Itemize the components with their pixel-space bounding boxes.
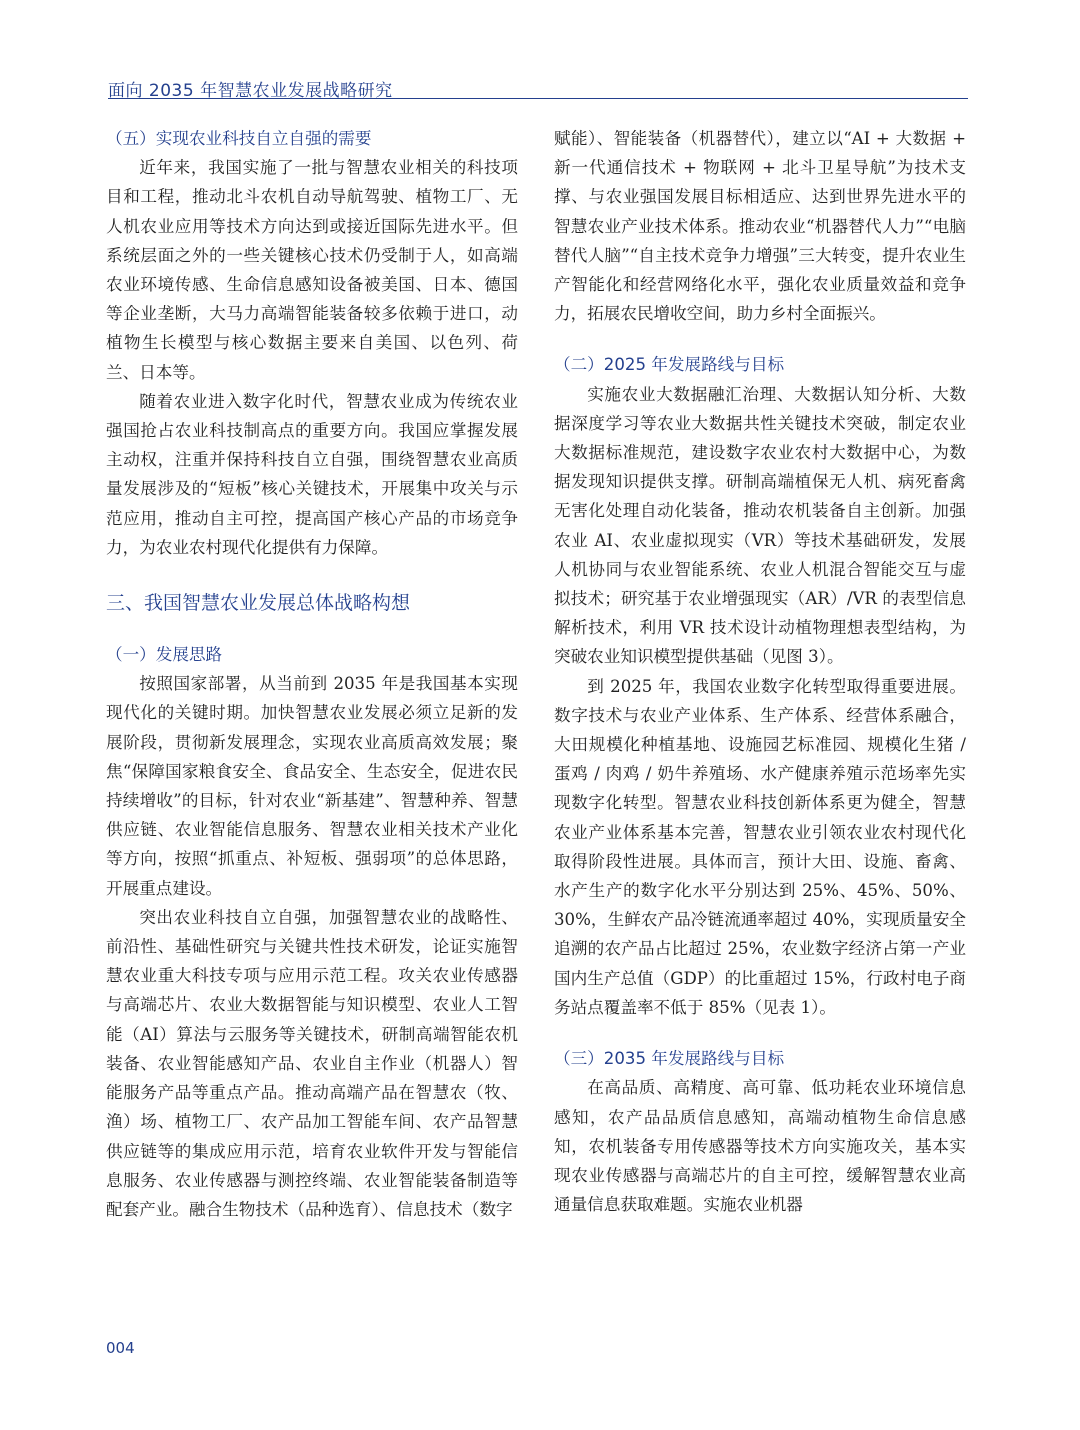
paragraph: 随着农业进入数字化时代，智慧农业成为传统农业强国抢占农业科技制高点的重要方向。我国应掌握发展主动权，注重并保持科技自立自强，围绕智慧农业高质量发展涉及的“短板”核心关键技术，开展集中攻关与示范应用，推动自主可控，提高国产核心产品的市场竞争力，为农业农村现代化提供有力保障。 bbox=[106, 391, 518, 557]
subsection-heading-5: （五）实现农业科技自立自强的需要 bbox=[106, 129, 372, 148]
paragraph: 到 2025 年，我国农业数字化转型取得重要进展。数字技术与农业产业体系、生产体系、经营体系融合，大田规模化种植基地、设施园艺标准园、规模化生猪 / 蛋鸡 / 肉鸡 / 奶牛养殖场、水产健康养殖示范场率先实现数字化转型。智慧农业科技创新体系更为健全，智慧农业产业体系基本完善，智慧农业引领农业农村现代化取得阶段性进展。具体而言，预计大田、设施、畜禽、水产生产的数字化水平分别达到 25%、45%、50%、30%，生鲜农产品冷链流通率超过 40%，实现质量安全追溯的农产品占比超过 25%，农业数字经济占第一产业国内生产总值（GDP）的比重超过 15%，行政村电子商务站点覆盖率不低于 85%（见表 1）。 bbox=[554, 676, 966, 1017]
subsection-heading-1: （一）发展思路 bbox=[106, 645, 223, 665]
subsection-heading-2: （二）2025 年发展路线与目标 bbox=[554, 355, 785, 375]
paragraph: 在高品质、高精度、高可靠、低功耗农业环境信息感知，农产品品质信息感知，高端动植物生命信息感知，农机装备专用传感器等技术方向实施攻关，基本实现农业传感器与高端芯片的自主可控，缓解智慧农业高通量信息获取难题。实施农业机器 bbox=[554, 1078, 966, 1215]
section-heading-3: 三、我国智慧农业发展总体战略构想 bbox=[106, 592, 411, 615]
page-number: 004 bbox=[106, 1339, 135, 1357]
paragraph: 近年来，我国实施了一批与智慧农业相关的科技项目和工程，推动北斗农机自动导航驾驶、植物工厂、无人机农业应用等技术方向达到或接近国际先进水平。但系统层面之外的一些关键核心技术仍受制于人，如高端农业环境传感、生命信息感知设备被美国、日本、德国等企业垄断，大马力高端智能装备较多依赖于进口，动植物生长模型与核心数据主要来自美国、以色列、荷兰、日本等。 bbox=[106, 158, 518, 382]
paragraph: 突出农业科技自立自强，加强智慧农业的战略性、前沿性、基础性研究与关键共性技术研发，论证实施智慧农业重大科技专项与应用示范工程。攻关农业传感器与高端芯片、农业大数据智能与知识模型、农业人工智能（AI）算法与云服务等关键技术，研制高端智能农机装备、农业智能感知产品、农业自主作业（机器人）智能服务产品等重点产品。推动高端产品在智慧农（牧、渔）场、植物工厂、农产品加工智能车间、农产品智慧供应链等的集成应用示范，培育农业软件开发与智能信息服务、农业传感器与测控终端、农业智能装备制造等配套产业。融合生物技术（品种选育）、信息技术（数字 bbox=[106, 907, 518, 1219]
paragraph: 按照国家部署，从当前到 2035 年是我国基本实现现代化的关键时期。加快智慧农业发展必须立足新的发展阶段，贯彻新发展理念，实现农业高质高效发展；聚焦“保障国家粮食安全、食品安全、生态安全，促进农民持续增收”的目标，针对农业“新基建”、智慧种养、智慧供应链、农业智能信息服务、智慧农业相关技术产业化等方向，按照“抓重点、补短板、强弱项”的总体思路，开展重点建设。 bbox=[106, 674, 518, 898]
left-column bbox=[106, 124, 518, 1224]
right-column bbox=[554, 124, 966, 1219]
paragraph-continued: 赋能）、智能装备（机器替代），建立以“AI + 大数据 + 新一代通信技术 + 物联网 + 北斗卫星导航”为技术支撑、与农业强国发展目标相适应、达到世界先进水平的智慧农业产业技术体系。推动农业“机器替代人力”“电脑替代人脑”“自主技术竞争力增强”三大转变，提升农业生产智能化和经营网络化水平，强化农业质量效益和竞争力，拓展农民增收空间，助力乡村全面振兴。 bbox=[554, 129, 966, 324]
paragraph: 实施农业大数据融汇治理、大数据认知分析、大数据深度学习等农业大数据共性关键技术突破，制定农业大数据标准规范，建设数字农业农村大数据中心，为数据发现知识提供支撑。研制高端植保无人机、病死畜禽无害化处理自动化装备，推动农机装备自主创新。加强农业 AI、农业虚拟现实（VR）等技术基础研发，发展人机协同与农业智能系统、农业人机混合智能交互与虚拟技术；研究基于农业增强现实（AR）/VR 的表型信息解析技术，利用 VR 技术设计动植物理想表型结构，为突破农业知识模型提供基础（见图 3）。 bbox=[554, 384, 966, 667]
running-header-title: 面向 2035 年智慧农业发展战略研究 bbox=[108, 81, 393, 101]
subsection-heading-3: （三）2035 年发展路线与目标 bbox=[554, 1049, 785, 1069]
running-header bbox=[108, 70, 968, 104]
header-divider bbox=[108, 98, 968, 99]
